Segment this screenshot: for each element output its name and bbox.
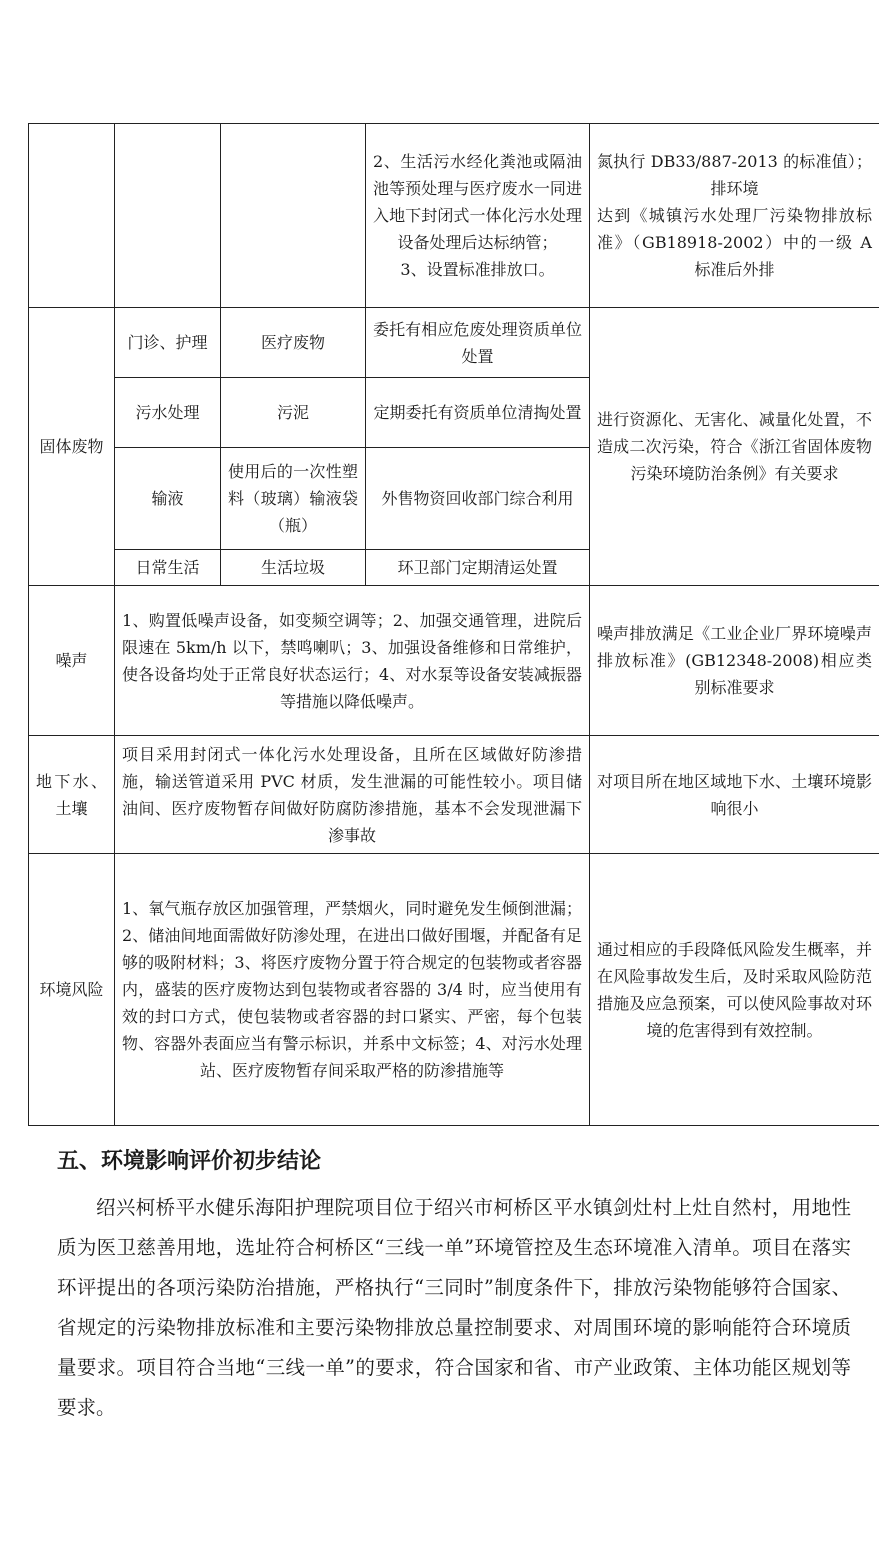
category-cell <box>29 124 115 308</box>
measure-cell <box>366 124 590 308</box>
measure-text: 2、生活污水经化粪池或隔油池等预处理与医疗废水一同进入地下封闭式一体化污水处理设备处理后达标纳管； <box>373 152 582 252</box>
measure-cell: 委托有相应危废处理资质单位处置 <box>366 308 590 378</box>
measure-cell: 1、购置低噪声设备，如变频空调等；2、加强交通管理，进院后限速在 5km/h 以下，禁鸣喇叭；3、加强设备维修和日常维护，使各设备均处于正常良好状态运行；4、对水泵等设备安装减振器等措施以降低噪声。 <box>115 586 590 736</box>
source-cell: 门诊、护理 <box>115 308 221 378</box>
effect-cell: 通过相应的手段降低风险发生概率，并在风险事故发生后，及时采取风险防范措施及应急预案，可以使风险事故对环境的危害得到有效控制。 <box>590 854 879 1126</box>
pollution-control-table <box>28 123 879 1126</box>
category-cell: 噪声 <box>29 586 115 736</box>
table-row <box>29 736 879 854</box>
source-cell: 日常生活 <box>115 550 221 586</box>
table-row <box>29 308 879 378</box>
effect-text: 氮执行 DB33/887-2013 的标准值）；排环境 <box>597 152 872 198</box>
category-cell: 环境风险 <box>29 854 115 1126</box>
pollutant-cell: 使用后的一次性塑料（玻璃）输液袋（瓶） <box>221 448 366 550</box>
effect-cell: 噪声排放满足《工业企业厂界环境噪声排放标准》(GB12348-2008)相应类别标准要求 <box>590 586 879 736</box>
measure-cell: 1、氧气瓶存放区加强管理，严禁烟火，同时避免发生倾倒泄漏；2、储油间地面需做好防渗处理，在进出口做好围堰，并配备有足够的吸附材料；3、将医疗废物分置于符合规定的包装物或者容器内，盛装的医疗废物达到包装物或者容器的 3/4 时，应当使用有效的封口方式，使包装物或者容器的封口紧实、严密，每个包装物、容器外表面应当有警示标识，并系中文标签；4、对污水处理站、医疗废物暂存间采取严格的防渗措施等 <box>115 854 590 1126</box>
effect-cell: 对项目所在地区域地下水、土壤环境影响很小 <box>590 736 879 854</box>
pollutant-cell <box>221 124 366 308</box>
table-row <box>29 854 879 1126</box>
pollutant-cell: 医疗废物 <box>221 308 366 378</box>
effect-text: 达到《城镇污水处理厂污染物排放标准》（GB18918-2002）中的一级 A 标准后外排 <box>597 206 872 279</box>
source-cell <box>115 124 221 308</box>
measure-text: 3、设置标准排放口。 <box>400 260 555 279</box>
measure-cell: 环卫部门定期清运处置 <box>366 550 590 586</box>
pollutant-cell: 污泥 <box>221 378 366 448</box>
source-cell: 输液 <box>115 448 221 550</box>
conclusion-paragraph: 绍兴柯桥平水健乐海阳护理院项目位于绍兴市柯桥区平水镇剑灶村上灶自然村，用地性质为医卫慈善用地，选址符合柯桥区“三线一单”环境管控及生态环境准入清单。项目在落实环评提出的各项污染防治措施，严格执行“三同时”制度条件下，排放污染物能够符合国家、省规定的污染物排放标准和主要污染物排放总量控制要求、对周围环境的影响能符合环境质量要求。项目符合当地“三线一单”的要求，符合国家和省、市产业政策、主体功能区规划等要求。 <box>57 1196 851 1419</box>
measure-cell: 项目采用封闭式一体化污水处理设备，且所在区域做好防渗措施，输送管道采用 PVC 材质，发生泄漏的可能性较小。项目储油间、医疗废物暂存间做好防腐防渗措施，基本不会发现泄漏下渗事故 <box>115 736 590 854</box>
category-cell: 地下水、土壤 <box>29 736 115 854</box>
source-cell: 污水处理 <box>115 378 221 448</box>
table-row <box>29 124 879 308</box>
pollutant-cell: 生活垃圾 <box>221 550 366 586</box>
category-cell: 固体废物 <box>29 308 115 586</box>
measure-cell: 定期委托有资质单位清掏处置 <box>366 378 590 448</box>
table-row <box>29 586 879 736</box>
effect-cell: 进行资源化、无害化、减量化处置，不造成二次污染，符合《浙江省固体废物污染环境防治条例》有关要求 <box>590 308 879 586</box>
effect-cell <box>590 124 879 308</box>
section-heading: 五、环境影响评价初步结论 <box>57 1149 322 1174</box>
measure-cell: 外售物资回收部门综合利用 <box>366 448 590 550</box>
